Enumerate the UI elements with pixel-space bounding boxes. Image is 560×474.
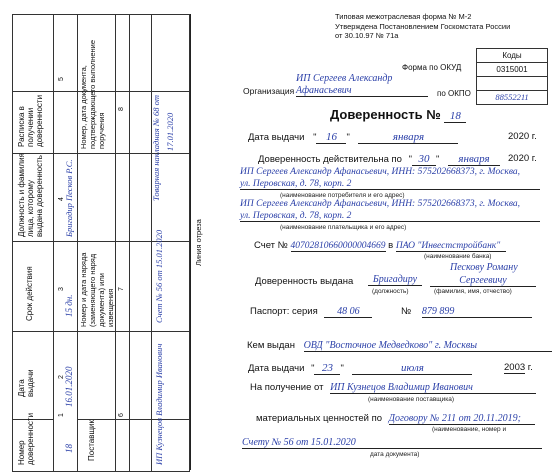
issued-by-row [247,340,552,352]
passport-date-month: июля [352,362,472,375]
consumer-line2: ул. Перовская, д. 78, корп. 2 [240,179,540,190]
stub-colnum-3: 3 [58,287,65,291]
materials-value: Договору № 211 от 20.11.2019; [389,413,535,425]
passport-date-label: Дата выдачи [248,363,305,374]
payer-line1: ИП Сергеев Александр Афанасьевич, ИНН: 575202668373, г. Москва, [240,199,521,209]
valid-until-month: января [448,153,500,166]
materials-caption2: дата документа) [370,451,420,458]
codes-title: Коды [477,49,547,63]
form-header-line2: Утверждена Постановлением Госкомстата России [335,21,511,31]
valid-until-year [508,153,537,164]
stub-colnum-5: 5 [58,77,65,81]
stub-header-person: Должность и фамилия лица, которому выдана доверенность [17,153,44,237]
stub-colnum-7: 7 [118,287,125,291]
org-label: Организация [243,86,295,96]
stub-value-number: 18 [64,444,74,453]
valid-until-year-suffix: г. [531,153,537,164]
org-value-line2: Афанасьевич [296,85,428,97]
stub-colnum-1: 1 [58,413,65,417]
account-bank: ПАО "Инвестстройбанк" [396,241,506,252]
passport-date-year-value: 2003 [504,362,526,373]
issue-date-label: Дата выдачи [248,132,305,143]
stub-value-supplier: ИП Кузнецов Владимир Иванович [154,343,164,465]
form-header-line1: Типовая межотраслевая форма № М-2 [335,12,472,21]
passport-date-year-suffix: г. [527,362,533,373]
title-number: 18 [444,110,466,123]
okud-value: 0315001 [477,63,547,77]
okud-label: Форма по ОКУД [402,63,462,72]
materials-caption: (наименование, номер и [432,426,507,433]
passport-number: 879 899 [422,306,532,318]
org-value-line1: ИП Сергеев Александр [296,73,393,84]
issued-to-position-caption: (должность) [372,288,409,295]
issued-to-label: Доверенность выдана [255,276,354,287]
account-caption: (наименование банка) [424,253,492,260]
stub-header-order: Номер и дата наряда (заменяющего наряд документа) или извещения [79,252,115,327]
title [330,107,466,123]
stub-colnum-2: 2 [58,375,65,379]
valid-until-row: Доверенность действительна по " 30 " января [258,153,500,166]
stub-value-term: 15 дн. [64,294,74,317]
issued-to-name-line2: Сергеевичу [430,275,536,287]
stub-header-receipt: Расписка в получении доверенности [17,94,44,147]
stub-header-supplier: Поставщик [87,419,96,461]
account-row [254,240,506,252]
codes-box [476,48,548,105]
form-header-line3: от 30.10.97 № 71а [335,31,399,40]
stub-value-date: 16.01.2020 [64,366,74,407]
issued-by-label: Кем выдан [247,340,295,351]
materials-value2: Счету № 56 от 15.01.2020 [242,437,542,449]
materials-row [256,413,535,425]
payer-caption: (наименование плательщика и его адрес) [280,224,407,231]
issued-by-value: ОВД "Восточное Медведково" г. Москвы [304,340,552,352]
issued-to-name-line1: Пескову Роману [450,262,518,273]
issue-date-month: января [358,131,458,144]
issue-date-row: Дата выдачи " 16 " января [248,131,458,144]
passport-date-row: Дата выдачи " 23 " июля [248,362,472,375]
stub-header-number: Номер доверенности [17,412,35,465]
consumer-caption: (наименование потребителя и его адрес) [280,192,405,199]
stub-header-date: Дата выдачи [17,369,35,397]
passport-row [250,306,532,318]
passport-label: Паспорт: серия [250,306,318,317]
stub-table [12,14,190,472]
stub-header-term: Срок действия [25,266,34,321]
issue-date-day: 16 [316,131,346,144]
stub-value-confirm-line1: Товарная накладная № 68 от [151,94,161,201]
blank-code-row [477,77,547,91]
stub-value-confirm-line2: 17.01.2020 [165,112,175,151]
receive-from-row [250,382,536,394]
stub-colnum-4: 4 [58,197,65,201]
form-header [335,12,510,41]
okpo-label: по ОКПО [437,89,471,98]
account-label: Счет № [254,240,288,251]
account-number: 40702810660000004669 [290,241,386,251]
passport-series: 48 06 [324,306,372,318]
receive-from-label: На получение от [250,382,324,393]
okpo-value: 88552211 [495,92,529,102]
issue-date-year-suffix: г. [531,131,537,142]
payer-line2: ул. Перовская, д. 78, корп. 2 [240,211,540,222]
account-bank-prefix: в [388,240,394,251]
receive-from-value: ИП Кузнецов Владимир Иванович [330,382,536,394]
materials-label: материальных ценностей по [256,413,383,424]
stub-value-person: Бригадир Песков Р.С. [64,159,74,237]
cut-line [190,14,191,470]
consumer-line1: ИП Сергеев Александр Афанасьевич, ИНН: 575202668373, г. Москва, [240,167,521,177]
stub-header-confirm: Номер, дата документа, подтверждающего выполнение поручения [79,39,106,149]
valid-until-label: Доверенность действительна по [258,154,402,165]
stub-colnum-8: 8 [118,107,125,111]
issued-to-name-caption: (фамилия, имя, отчество) [434,288,512,295]
passport-date-year [504,362,533,373]
cut-line-label: Линия отреза [194,219,203,266]
valid-until-year-value: 2020 [508,153,530,164]
issue-date-year-value: 2020 [508,131,530,142]
issued-to-position: Бригадиру [368,274,422,286]
stub-colnum-6: 6 [118,413,125,417]
receive-from-caption: (наименование поставщика) [368,396,455,403]
valid-until-day: 30 [412,153,436,166]
passport-number-label: № [401,306,412,317]
stub-value-order: Счет № 56 от 15.01.2020 [154,229,164,323]
passport-date-day: 23 [314,362,340,375]
title-text: Доверенность № [330,107,441,122]
issue-date-year [508,131,537,142]
